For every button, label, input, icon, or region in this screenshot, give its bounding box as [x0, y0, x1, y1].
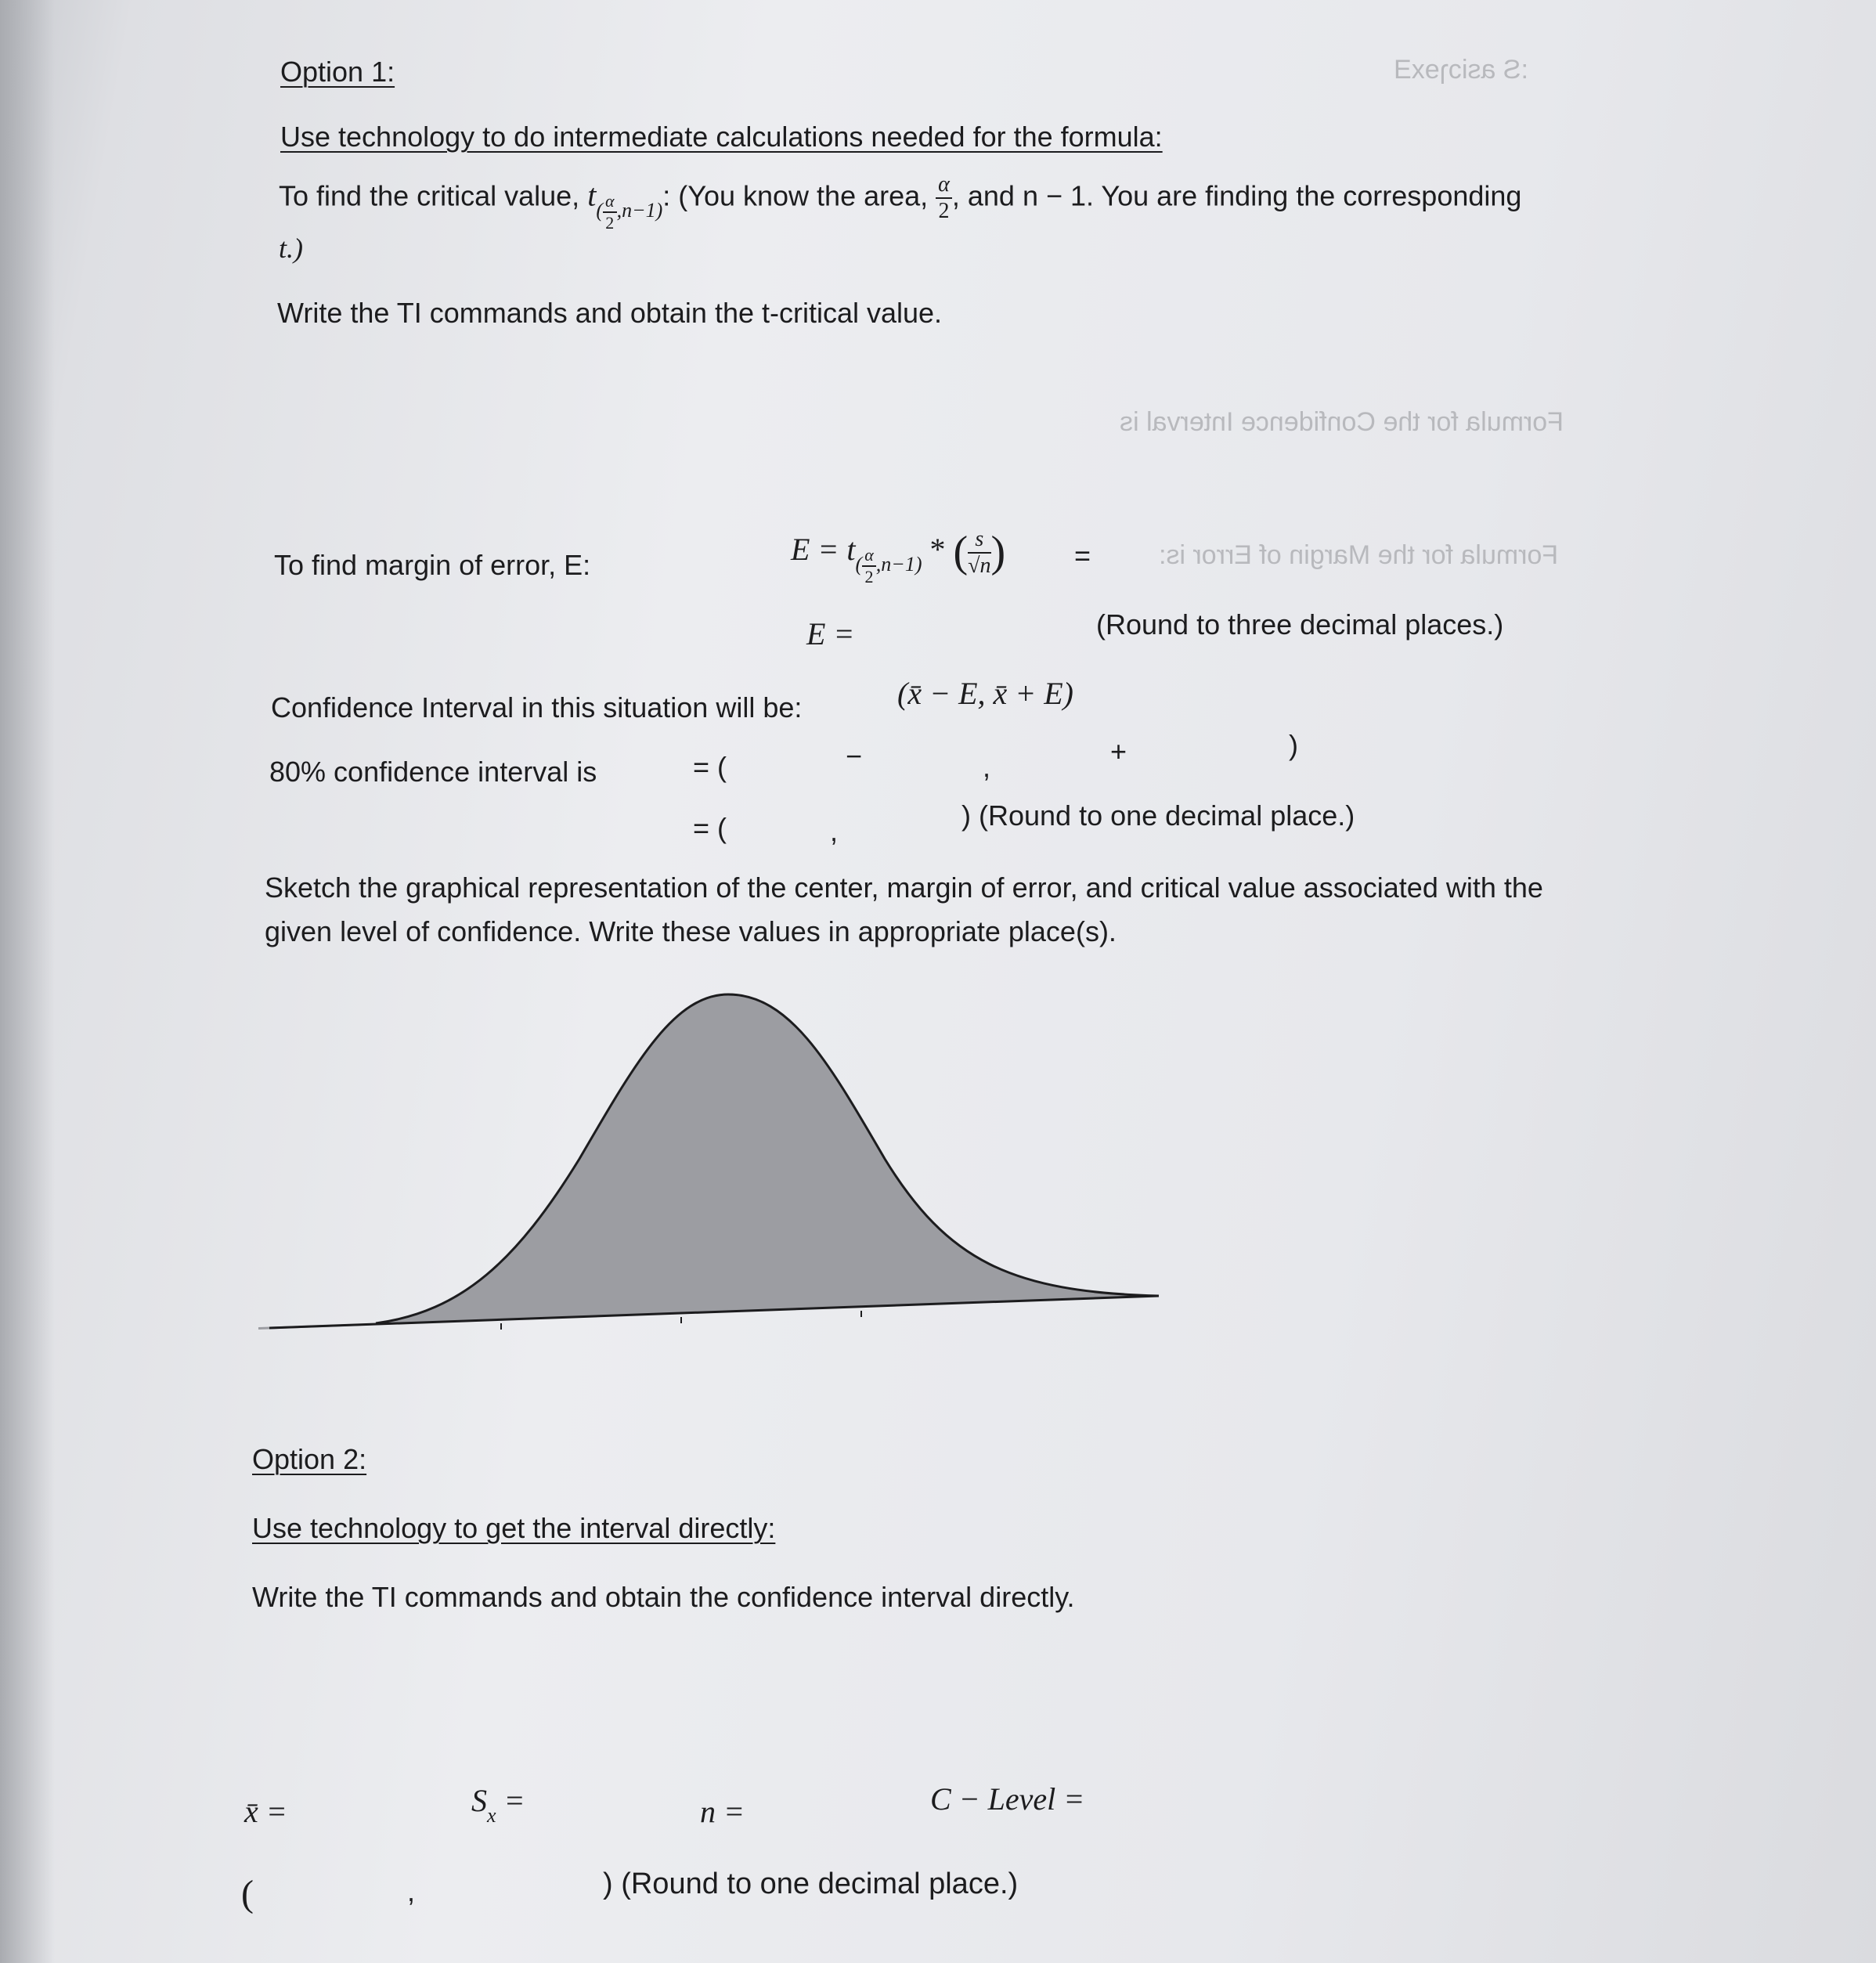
bleed-through-text: :S asiɔɿɘxƎ [1394, 55, 1528, 85]
ti-instruction-critical: Write the TI commands and obtain the t-critical value. [277, 297, 943, 329]
t-symbol: t [587, 177, 597, 213]
interval-comma: , [407, 1875, 416, 1907]
page-edge-shadow [0, 0, 55, 1963]
ci-line1-minus: − [846, 740, 863, 772]
sx-subscript: x [487, 1804, 496, 1827]
critical-value-description-mid: , and n − 1. You are finding the corresponding [951, 179, 1522, 212]
sx-label [471, 1782, 525, 1828]
option2-heading: Option 2: [252, 1443, 367, 1475]
t-subscript: ( α 2 ,n−1) [596, 190, 663, 233]
formula-subscript: ( α 2 ,n−1) [855, 545, 922, 587]
alpha-over-2-fraction: $\frac{\alpha}{2}$ [936, 174, 952, 222]
option1-heading: Option 1: [280, 56, 395, 88]
sketch-instruction-line1: Sketch the graphical representation of the center, margin of error, and critical value associated with the [265, 871, 1543, 904]
interval-close-note: ) (Round to one decimal place.) [603, 1867, 1019, 1900]
alpha-over-2: $\frac{\alpha}{2}$ [862, 547, 876, 586]
margin-of-error-formula [791, 526, 1005, 586]
rounding-note-three: (Round to three decimal places.) [1096, 608, 1504, 641]
ti-instruction-interval: Write the TI commands and obtain the confidence interval directly. [252, 1581, 1075, 1613]
right-paren: ) [990, 528, 1006, 576]
ci-line1-close: ) [1289, 729, 1298, 761]
sketch-instruction-line2: given level of confidence. Write these values in appropriate place(s). [265, 915, 1117, 947]
bleed-through-text: Formula for the Margin of Error is: [1159, 540, 1559, 570]
ci-line1-comma: , [983, 751, 991, 783]
bleed-through-text: Formula for the Confidence Interval is [1120, 407, 1564, 437]
formula-lhs: E = t [791, 532, 856, 568]
times-sign: * [929, 532, 946, 568]
s-over-root-n: $\frac{s}{√n}$ [968, 526, 991, 578]
critical-value-line [279, 174, 1521, 232]
sx-equals: = [503, 1783, 525, 1818]
xbar-label: x̄ = [244, 1794, 287, 1829]
margin-of-error-result: E = [806, 616, 855, 651]
bell-curve-sketch [258, 979, 1182, 1347]
ci-label: Confidence Interval in this situation will be: [271, 691, 803, 723]
ci-formula: (x̄ − E, x̄ + E) [897, 676, 1073, 711]
margin-of-error-label: To find margin of error, E: [274, 549, 591, 581]
ci-line2-close-note: ) (Round to one decimal place.) [961, 799, 1355, 832]
left-paren: ( [953, 528, 969, 576]
critical-value-description: : (You know the area, [662, 179, 929, 212]
critical-value-intro: To find the critical value, [279, 179, 580, 212]
interval-open: ( [241, 1873, 254, 1914]
ci-level-label: 80% confidence interval is [269, 756, 597, 788]
c-level-label: C − Level = [930, 1781, 1085, 1817]
ci-line1-plus: + [1110, 735, 1127, 767]
margin-of-error-equals: = [1074, 539, 1091, 572]
ci-line1-open: = ( [693, 751, 727, 783]
ci-line2-open: = ( [693, 812, 727, 844]
alpha-over-2: $\frac{\alpha}{2}$ [603, 193, 617, 232]
option1-subheading: Use technology to do intermediate calculations needed for the formula: [280, 121, 1163, 153]
option2-subheading: Use technology to get the interval directly: [252, 1512, 776, 1544]
critical-value-end: t.) [279, 233, 303, 264]
ci-line2-comma: , [830, 815, 839, 847]
n-label: n = [700, 1794, 745, 1829]
curve-shaded-area [258, 994, 1159, 1330]
sx-symbol: S [471, 1783, 487, 1818]
